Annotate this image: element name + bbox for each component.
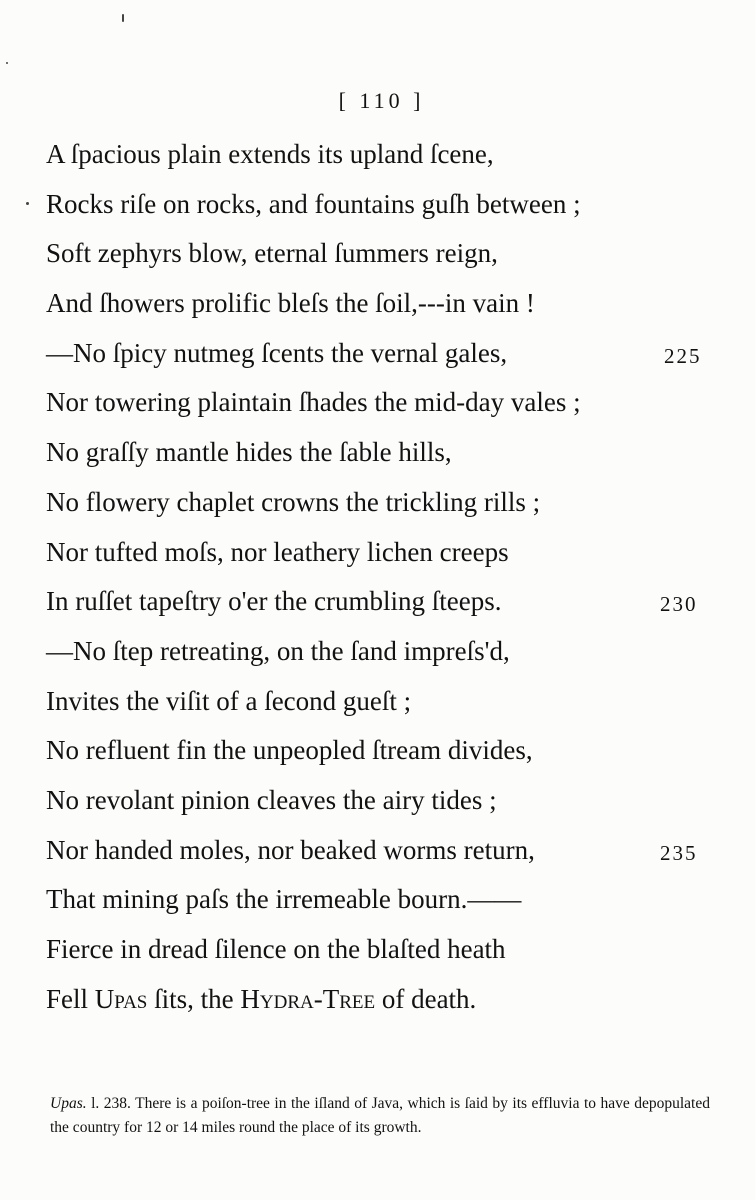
poem-line	[46, 428, 746, 478]
poem-line-text: And ſhowers prolific bleſs the ſoil,---in vain !	[46, 288, 535, 319]
poem-line-text: Soft zephyrs blow, eternal ſummers reign,	[46, 238, 498, 269]
final-line-part: Fell	[46, 983, 95, 1014]
poem-line-text: No revolant pinion cleaves the airy tides ;	[46, 784, 497, 815]
poem-line-text: No flowery chaplet crowns the trickling rills ;	[46, 486, 541, 517]
footnote	[50, 1092, 710, 1140]
upas-word: Upas	[94, 983, 148, 1014]
poem-line-text: Rocks riſe on rocks, and fountains guſh between ;	[46, 188, 581, 219]
final-line-part: of death.	[375, 983, 477, 1014]
paper-speck	[26, 202, 29, 205]
poem-line	[46, 180, 746, 230]
paper-speck	[122, 14, 124, 22]
line-number: 225	[664, 343, 702, 368]
poem-line-text: That mining paſs the irremeable bourn.——	[46, 884, 522, 915]
poem-line-text: Invites the viſit of a ſecond gueſt ;	[46, 685, 412, 716]
poem-line	[46, 776, 746, 826]
poem-line	[46, 826, 746, 876]
poem-line-text: A ſpacious plain extends its upland ſcene,	[46, 139, 494, 169]
paper-speck	[6, 62, 8, 64]
poem-line-text: In ruſſet tapeſtry o'er the crumbling ſteeps.	[46, 586, 502, 617]
line-number: 230	[660, 592, 698, 617]
poem-line	[46, 329, 746, 379]
line-number: 235	[660, 840, 698, 865]
poem-line-text: Fierce in dread ſilence on the blaſted heath	[46, 934, 506, 964]
poem-line	[46, 279, 746, 329]
poem-line	[46, 577, 746, 627]
poem-line	[46, 229, 746, 279]
poem-line	[46, 130, 746, 180]
poem-line-final	[46, 975, 746, 1025]
poem-line	[46, 478, 746, 528]
footnote-lead: Upas.	[50, 1095, 87, 1112]
poem-line	[46, 677, 746, 727]
poem-line	[46, 875, 746, 925]
poem-body	[46, 130, 746, 1024]
poem-line-text: No refluent fin the unpeopled ſtream divides,	[46, 735, 533, 766]
final-line-part: ſits, the	[147, 983, 241, 1014]
poem-line-text: No graſſy mantle hides the ſable hills,	[46, 437, 452, 468]
poem-line-text: —No ſpicy nutmeg ſcents the vernal gales,	[46, 337, 508, 368]
footnote-ref: l. 238.	[86, 1095, 131, 1112]
poem-line-text: Nor handed moles, nor beaked worms return,	[46, 834, 535, 865]
poem-line-text: —No ſtep retreating, on the ſand impreſs'd,	[46, 635, 510, 666]
poem-line	[46, 627, 746, 677]
poem-line	[46, 378, 746, 428]
poem-line	[46, 925, 746, 975]
poem-line-text: Nor tufted moſs, nor leathery lichen creeps	[46, 536, 509, 567]
hydra-tree-word: Hydra-Tree	[240, 983, 376, 1014]
poem-line-text: Nor towering plaintain ſhades the mid-day vales ;	[46, 387, 581, 418]
poem-line	[46, 528, 746, 578]
poem-line	[46, 726, 746, 776]
page-number: [ 110 ]	[338, 88, 425, 113]
footnote-body: There is a poiſon-tree in the iſland of Java, which is ſaid by its effluvia to have depopulated the country for 12 or 14 miles round the place of its growth.	[50, 1095, 710, 1136]
